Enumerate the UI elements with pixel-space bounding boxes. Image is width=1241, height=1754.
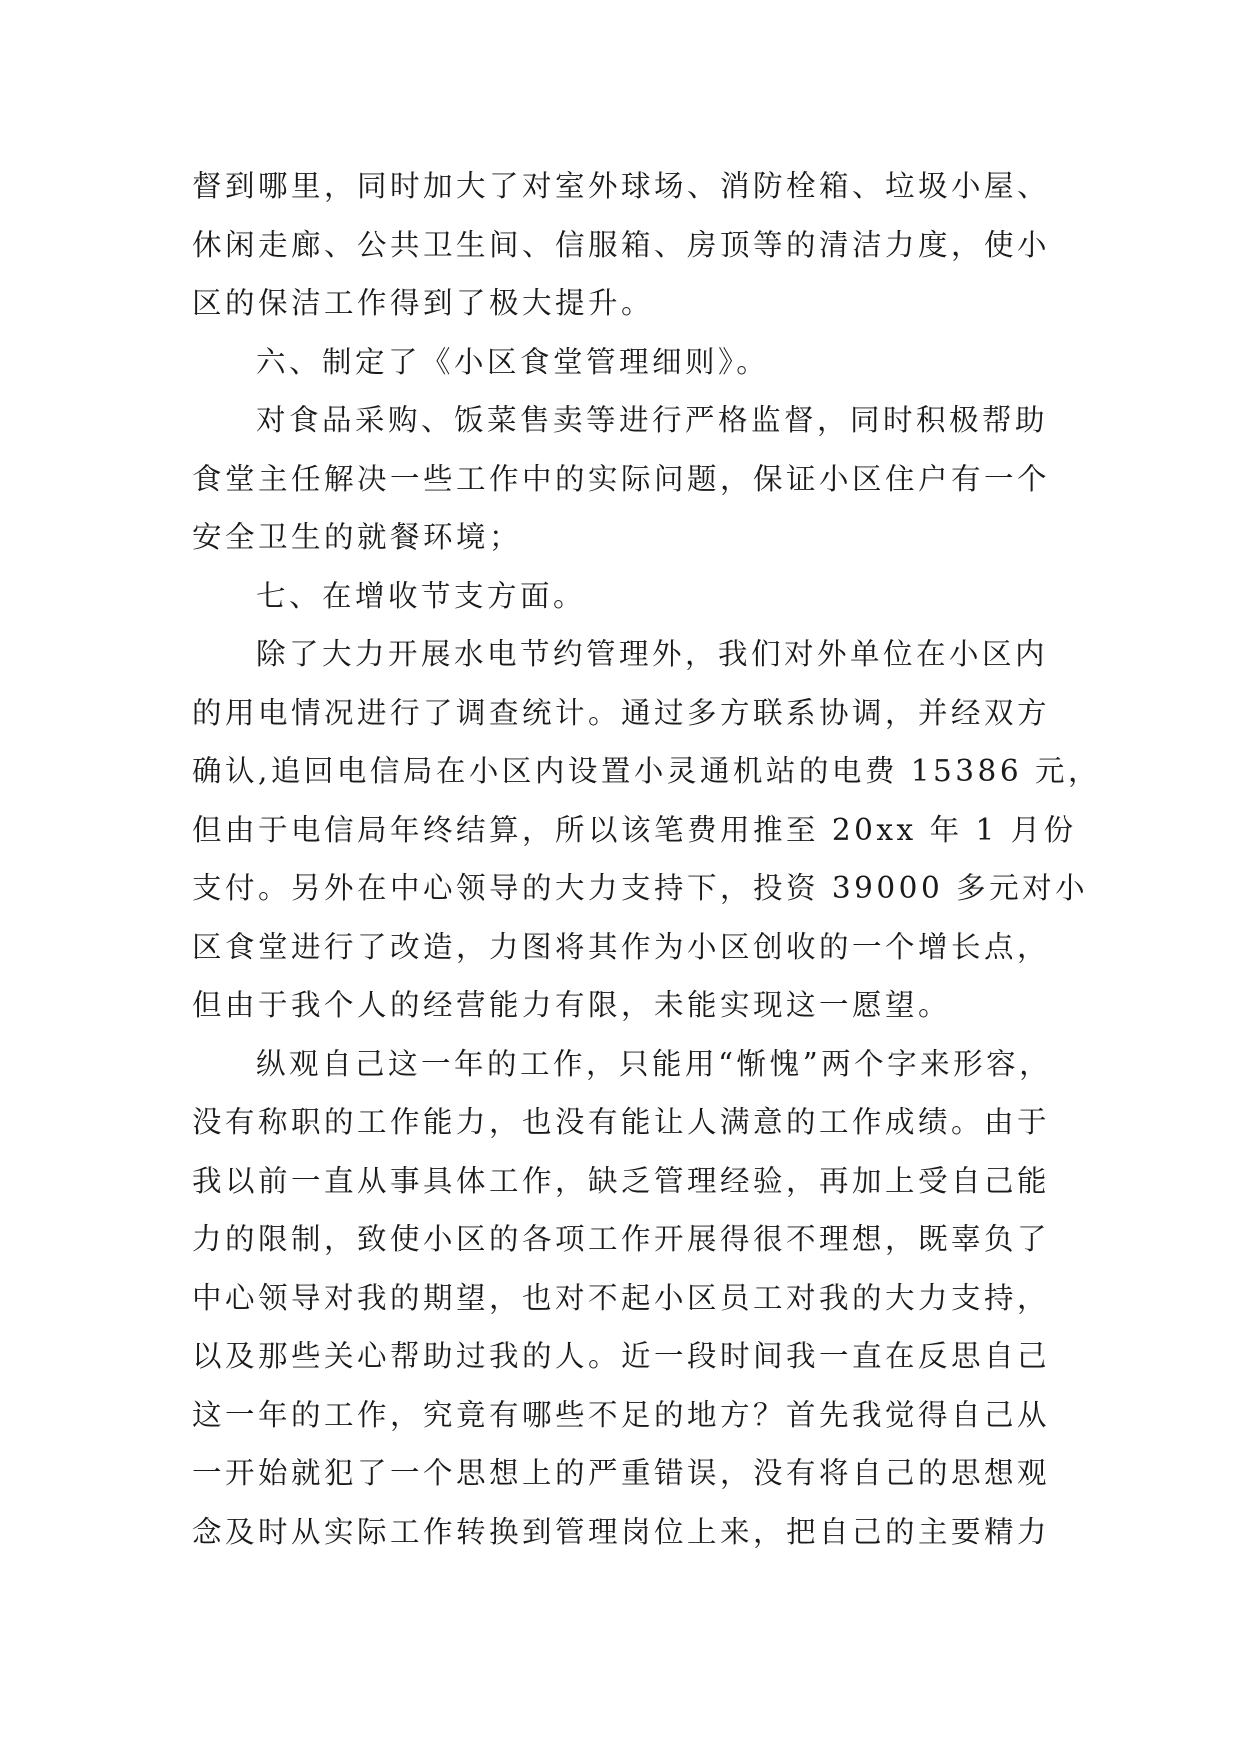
text-line: 食堂主任解决一些工作中的实际问题，保证小区住户有一个 bbox=[192, 461, 1051, 496]
text-line: 除了大力开展水电节约管理外，我们对外单位在小区内 bbox=[256, 637, 1049, 671]
text-line: 确认,追回电信局在小区内设置小灵通机站的电费 15386 元， bbox=[192, 754, 1101, 788]
text-line: 纵观自己这一年的工作，只能用“惭愧”两个字来形容， bbox=[256, 1046, 1053, 1081]
body-text bbox=[192, 157, 1101, 1561]
text-line: 中心领导对我的期望，也对不起小区员工对我的大力支持， bbox=[192, 1280, 1051, 1315]
text-line: 一开始就犯了一个思想上的严重错误，没有将自己的思想观 bbox=[192, 1456, 1051, 1490]
text-line: 我以前一直从事具体工作，缺乏管理经验，再加上受自己能 bbox=[192, 1163, 1051, 1198]
text-line: 休闲走廊、公共卫生间、信服箱、房顶等的清洁力度，使小 bbox=[192, 227, 1051, 262]
text-line: 力的限制，致使小区的各项工作开展得很不理想，既辜负了 bbox=[192, 1222, 1051, 1256]
text-line: 的用电情况进行了调查统计。通过多方联系协调，并经双方 bbox=[192, 695, 1051, 730]
text-line: 区的保洁工作得到了极大提升。 bbox=[192, 286, 655, 320]
text-line: 安全卫生的就餐环境； bbox=[192, 520, 523, 554]
text-line: 念及时从实际工作转换到管理岗位上来，把自己的主要精力 bbox=[192, 1514, 1051, 1549]
text-line: 支付。另外在中心领导的大力支持下，投资 39000 多元对小 bbox=[192, 871, 1089, 905]
section-heading: 七、在增收节支方面。 bbox=[256, 578, 587, 613]
text-line: 但由于电信局年终结算，所以该笔费用推至 20xx 年 1 月份 bbox=[192, 812, 1077, 847]
text-line: 督到哪里，同时加大了对室外球场、消防栓箱、垃圾小屋、 bbox=[192, 169, 1051, 203]
section-heading: 六、制定了《小区食堂管理细则》。 bbox=[256, 344, 770, 379]
text-line: 这一年的工作，究竟有哪些不足的地方？首先我觉得自己从 bbox=[192, 1397, 1051, 1432]
text-line: 对食品采购、饭菜售卖等进行严格监督，同时积极帮助 bbox=[256, 403, 1049, 437]
text-line: 没有称职的工作能力，也没有能让人满意的工作成绩。由于 bbox=[192, 1105, 1051, 1139]
text-line: 以及那些关心帮助过我的人。近一段时间我一直在反思自己 bbox=[192, 1339, 1051, 1373]
text-line: 但由于我个人的经营能力有限，未能实现这一愿望。 bbox=[192, 988, 952, 1022]
text-line: 区食堂进行了改造，力图将其作为小区创收的一个增长点， bbox=[192, 929, 1051, 964]
